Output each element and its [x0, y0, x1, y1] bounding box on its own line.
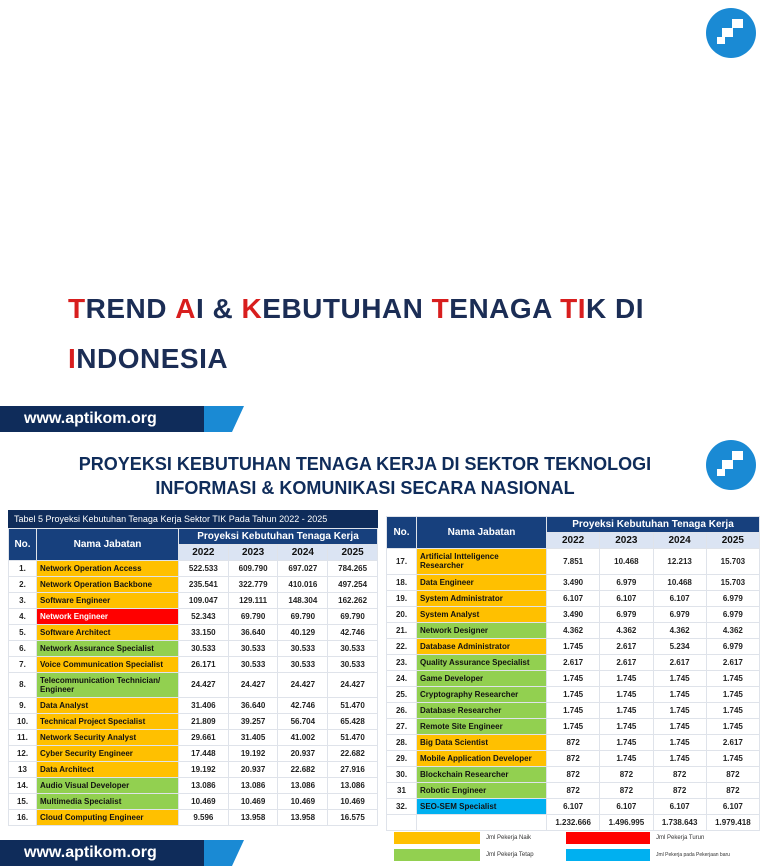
value-cell: 10.468: [653, 574, 706, 590]
value-cell: 27.916: [328, 761, 378, 777]
col-year: 2023: [228, 545, 278, 561]
value-cell: 1.745: [547, 686, 600, 702]
table-row: [387, 782, 760, 798]
value-cell: 522.533: [179, 561, 229, 577]
job-title: System Administrator: [417, 590, 547, 606]
value-cell: 1.745: [600, 734, 653, 750]
value-cell: 4.362: [600, 622, 653, 638]
row-number: 10.: [9, 713, 37, 729]
table-row: [387, 654, 760, 670]
job-title: Network Assurance Specialist: [37, 641, 179, 657]
value-cell: 6.979: [600, 574, 653, 590]
table-row: [387, 670, 760, 686]
legend-turun: Jml Pekerja Turun: [656, 835, 705, 841]
row-number: 2.: [9, 577, 37, 593]
value-cell: 2.617: [706, 734, 759, 750]
value-cell: 2.617: [547, 654, 600, 670]
job-title: Mobile Application Developer: [417, 750, 547, 766]
page-title: [68, 284, 708, 384]
table-right: [386, 516, 760, 831]
job-title: Network Operation Backbone: [37, 577, 179, 593]
value-cell: 1.745: [706, 702, 759, 718]
row-number: 25.: [387, 686, 417, 702]
col-year: 2024: [278, 545, 328, 561]
value-cell: 5.234: [653, 638, 706, 654]
value-cell: 6.979: [600, 606, 653, 622]
value-cell: 7.851: [547, 549, 600, 575]
value-cell: 17.448: [179, 745, 229, 761]
table-row: [387, 590, 760, 606]
value-cell: 1.745: [653, 718, 706, 734]
col-name: Nama Jabatan: [417, 517, 547, 549]
color-legend: [394, 832, 764, 866]
legend-tetap: Jml Pekerja Tetap: [486, 852, 534, 858]
value-cell: 872: [547, 750, 600, 766]
legend-naik: Jml Pekerja Naik: [486, 835, 532, 841]
value-cell: 21.809: [179, 713, 229, 729]
value-cell: 1.745: [653, 750, 706, 766]
value-cell: 2.617: [600, 638, 653, 654]
col-year: 2024: [653, 533, 706, 549]
row-number: 12.: [9, 745, 37, 761]
value-cell: 1.745: [547, 638, 600, 654]
value-cell: 65.428: [328, 713, 378, 729]
job-title: Artificial Intteligence Researcher: [417, 549, 547, 575]
job-title: Telecommunication Technician/ Engineer: [37, 673, 179, 698]
value-cell: 1.745: [600, 686, 653, 702]
value-cell: 39.257: [228, 713, 278, 729]
value-cell: 6.107: [547, 798, 600, 814]
value-cell: 10.468: [600, 549, 653, 575]
total-cell: 1.979.418: [706, 814, 759, 830]
job-title: Voice Communication Specialist: [37, 657, 179, 673]
row-number: 1.: [9, 561, 37, 577]
value-cell: 4.362: [653, 622, 706, 638]
job-title: Cyber Security Engineer: [37, 745, 179, 761]
value-cell: 40.129: [278, 625, 328, 641]
table-row: [9, 697, 378, 713]
value-cell: 9.596: [179, 809, 229, 825]
value-cell: 51.470: [328, 697, 378, 713]
legend-baru: Jml Pekerja pada Pekerjaan baru: [656, 852, 730, 858]
value-cell: 6.107: [653, 798, 706, 814]
value-cell: 41.002: [278, 729, 328, 745]
value-cell: 6.107: [547, 590, 600, 606]
row-number: 26.: [387, 702, 417, 718]
value-cell: 6.107: [653, 590, 706, 606]
col-year: 2025: [706, 533, 759, 549]
col-name: Nama Jabatan: [37, 529, 179, 561]
value-cell: 4.362: [547, 622, 600, 638]
table-row: [9, 561, 378, 577]
row-number: 4.: [9, 609, 37, 625]
table-row: [387, 798, 760, 814]
table-row: [387, 766, 760, 782]
job-title: Audio Visual Developer: [37, 777, 179, 793]
table-row: [9, 745, 378, 761]
job-title: System Analyst: [417, 606, 547, 622]
table-row: [9, 729, 378, 745]
job-title: Blockchain Researcher: [417, 766, 547, 782]
value-cell: 30.533: [228, 657, 278, 673]
row-number: 16.: [9, 809, 37, 825]
value-cell: 148.304: [278, 593, 328, 609]
col-no: No.: [387, 517, 417, 549]
value-cell: 609.790: [228, 561, 278, 577]
value-cell: 1.745: [547, 670, 600, 686]
value-cell: 10.469: [179, 793, 229, 809]
legend-swatch-baru: [566, 849, 650, 861]
value-cell: 1.745: [706, 670, 759, 686]
job-title: Network Designer: [417, 622, 547, 638]
table-row: [387, 606, 760, 622]
table-row: [387, 734, 760, 750]
value-cell: 30.533: [179, 641, 229, 657]
job-title: Remote Site Engineer: [417, 718, 547, 734]
value-cell: 24.427: [278, 673, 328, 698]
legend-swatch-tetap: [394, 849, 480, 861]
table-row: [9, 593, 378, 609]
value-cell: 1.745: [653, 670, 706, 686]
job-title: Technical Project Specialist: [37, 713, 179, 729]
value-cell: 22.682: [278, 761, 328, 777]
col-group: Proyeksi Kebutuhan Tenaga Kerja: [547, 517, 760, 533]
row-number: 9.: [9, 697, 37, 713]
slide-heading: PROYEKSI KEBUTUHAN TENAGA KERJA DI SEKTOR TEKNOLOGI INFORMASI & KOMUNIKASI SECARA NASIONAL: [78, 454, 652, 498]
value-cell: 13.086: [328, 777, 378, 793]
value-cell: 30.533: [328, 641, 378, 657]
job-title: Data Engineer: [417, 574, 547, 590]
table-row: [9, 577, 378, 593]
value-cell: 31.406: [179, 697, 229, 713]
value-cell: 6.979: [653, 606, 706, 622]
value-cell: 69.790: [228, 609, 278, 625]
value-cell: 12.213: [653, 549, 706, 575]
job-title: Quality Assurance Specialist: [417, 654, 547, 670]
job-title: Big Data Scientist: [417, 734, 547, 750]
row-number: 7.: [9, 657, 37, 673]
value-cell: 1.745: [706, 686, 759, 702]
table-row: [387, 549, 760, 575]
value-cell: 51.470: [328, 729, 378, 745]
value-cell: 69.790: [278, 609, 328, 625]
value-cell: 13.086: [228, 777, 278, 793]
total-cell: 1.738.643: [653, 814, 706, 830]
row-number: 32.: [387, 798, 417, 814]
value-cell: 3.490: [547, 574, 600, 590]
total-cell: 1.496.995: [600, 814, 653, 830]
value-cell: 6.979: [706, 638, 759, 654]
row-number: 18.: [387, 574, 417, 590]
value-cell: 15.703: [706, 574, 759, 590]
value-cell: 13.086: [278, 777, 328, 793]
table-row: [9, 793, 378, 809]
value-cell: 872: [600, 766, 653, 782]
value-cell: 872: [653, 766, 706, 782]
row-number: 20.: [387, 606, 417, 622]
row-number: 14.: [9, 777, 37, 793]
table-row: [387, 686, 760, 702]
row-number: 6.: [9, 641, 37, 657]
value-cell: 10.469: [278, 793, 328, 809]
table-left: [8, 528, 378, 826]
job-title: Software Engineer: [37, 593, 179, 609]
table-row: [387, 638, 760, 654]
row-number: 30.: [387, 766, 417, 782]
totals-row: [387, 814, 760, 830]
value-cell: 872: [653, 782, 706, 798]
value-cell: 56.704: [278, 713, 328, 729]
value-cell: 19.192: [179, 761, 229, 777]
value-cell: 30.533: [328, 657, 378, 673]
value-cell: 24.427: [228, 673, 278, 698]
value-cell: 1.745: [706, 750, 759, 766]
value-cell: 1.745: [600, 718, 653, 734]
value-cell: 13.958: [278, 809, 328, 825]
value-cell: 162.262: [328, 593, 378, 609]
col-year: 2025: [328, 545, 378, 561]
value-cell: 4.362: [706, 622, 759, 638]
value-cell: 322.779: [228, 577, 278, 593]
row-number: 13: [9, 761, 37, 777]
row-number: 17.: [387, 549, 417, 575]
title-line-2: INDONESIA: [68, 343, 229, 374]
value-cell: 24.427: [179, 673, 229, 698]
job-title: Database Researcher: [417, 702, 547, 718]
value-cell: 33.150: [179, 625, 229, 641]
footer-url[interactable]: www.aptikom.org: [0, 840, 204, 866]
value-cell: 42.746: [278, 697, 328, 713]
value-cell: 109.047: [179, 593, 229, 609]
table-row: [9, 657, 378, 673]
table-row: [9, 777, 378, 793]
table-row: [9, 673, 378, 698]
table-row: [387, 718, 760, 734]
job-title: Data Analyst: [37, 697, 179, 713]
table-row: [9, 609, 378, 625]
value-cell: 20.937: [228, 761, 278, 777]
job-title: Cloud Computing Engineer: [37, 809, 179, 825]
value-cell: 872: [547, 766, 600, 782]
row-number: 19.: [387, 590, 417, 606]
value-cell: 10.469: [328, 793, 378, 809]
slide-table: [0, 434, 768, 866]
col-year: 2022: [179, 545, 229, 561]
value-cell: 16.575: [328, 809, 378, 825]
aptikom-logo-icon: [706, 440, 756, 490]
value-cell: 1.745: [653, 734, 706, 750]
job-title: Data Architect: [37, 761, 179, 777]
value-cell: 69.790: [328, 609, 378, 625]
value-cell: 697.027: [278, 561, 328, 577]
title-line-1: TREND AI & KEBUTUHAN TENAGA TIK DI: [68, 293, 645, 324]
table-row: [387, 622, 760, 638]
value-cell: 13.086: [179, 777, 229, 793]
value-cell: 872: [706, 766, 759, 782]
row-number: 31: [387, 782, 417, 798]
row-number: 5.: [9, 625, 37, 641]
row-number: 23.: [387, 654, 417, 670]
value-cell: 24.427: [328, 673, 378, 698]
value-cell: 29.661: [179, 729, 229, 745]
value-cell: 52.343: [179, 609, 229, 625]
col-group: Proyeksi Kebutuhan Tenaga Kerja: [179, 529, 378, 545]
job-title: Game Developer: [417, 670, 547, 686]
value-cell: 42.746: [328, 625, 378, 641]
value-cell: 10.469: [228, 793, 278, 809]
legend-swatch-naik: [394, 832, 480, 844]
value-cell: 19.192: [228, 745, 278, 761]
col-year: 2022: [547, 533, 600, 549]
value-cell: 15.703: [706, 549, 759, 575]
value-cell: 2.617: [600, 654, 653, 670]
job-title: Network Operation Access: [37, 561, 179, 577]
value-cell: 36.640: [228, 697, 278, 713]
col-year: 2023: [600, 533, 653, 549]
table-row: [9, 625, 378, 641]
value-cell: 1.745: [706, 718, 759, 734]
value-cell: 30.533: [278, 657, 328, 673]
legend-swatch-turun: [566, 832, 650, 844]
row-number: 28.: [387, 734, 417, 750]
job-title: SEO-SEM Specialist: [417, 798, 547, 814]
value-cell: 410.016: [278, 577, 328, 593]
row-number: 11.: [9, 729, 37, 745]
value-cell: 6.107: [706, 798, 759, 814]
row-number: 22.: [387, 638, 417, 654]
row-number: 8.: [9, 673, 37, 698]
value-cell: 872: [547, 782, 600, 798]
value-cell: 6.107: [600, 590, 653, 606]
value-cell: 6.979: [706, 590, 759, 606]
value-cell: 31.405: [228, 729, 278, 745]
job-title: Multimedia Specialist: [37, 793, 179, 809]
table-row: [9, 641, 378, 657]
value-cell: 2.617: [706, 654, 759, 670]
value-cell: 497.254: [328, 577, 378, 593]
row-number: 3.: [9, 593, 37, 609]
value-cell: 1.745: [547, 718, 600, 734]
row-number: 15.: [9, 793, 37, 809]
value-cell: 129.111: [228, 593, 278, 609]
value-cell: 1.745: [600, 702, 653, 718]
value-cell: 1.745: [653, 686, 706, 702]
table-row: [387, 702, 760, 718]
row-number: 24.: [387, 670, 417, 686]
value-cell: 30.533: [228, 641, 278, 657]
value-cell: 3.490: [547, 606, 600, 622]
job-title: Network Engineer: [37, 609, 179, 625]
row-number: 29.: [387, 750, 417, 766]
table-row: [9, 809, 378, 825]
value-cell: 6.107: [600, 798, 653, 814]
table-caption: Tabel 5 Proyeksi Kebutuhan Tenaga Kerja Sektor TIK Pada Tahun 2022 - 2025: [8, 510, 378, 528]
aptikom-logo-icon: [706, 8, 756, 58]
row-number: 27.: [387, 718, 417, 734]
job-title: Network Security Analyst: [37, 729, 179, 745]
table-row: [387, 574, 760, 590]
value-cell: 784.265: [328, 561, 378, 577]
table-row: [9, 713, 378, 729]
table-row: [9, 761, 378, 777]
job-title: Cryptography Researcher: [417, 686, 547, 702]
value-cell: 1.745: [600, 670, 653, 686]
value-cell: 1.745: [547, 702, 600, 718]
job-title: Software Architect: [37, 625, 179, 641]
value-cell: 26.171: [179, 657, 229, 673]
value-cell: 872: [600, 782, 653, 798]
job-title: Robotic Engineer: [417, 782, 547, 798]
value-cell: 6.979: [706, 606, 759, 622]
value-cell: 13.958: [228, 809, 278, 825]
value-cell: 20.937: [278, 745, 328, 761]
value-cell: 36.640: [228, 625, 278, 641]
col-no: No.: [9, 529, 37, 561]
slide-title: [0, 0, 768, 432]
value-cell: 235.541: [179, 577, 229, 593]
value-cell: 22.682: [328, 745, 378, 761]
footer-url[interactable]: www.aptikom.org: [0, 406, 204, 432]
total-cell: 1.232.666: [547, 814, 600, 830]
row-number: 21.: [387, 622, 417, 638]
value-cell: 1.745: [600, 750, 653, 766]
table-row: [387, 750, 760, 766]
value-cell: 872: [706, 782, 759, 798]
job-title: Database Administrator: [417, 638, 547, 654]
value-cell: 1.745: [653, 702, 706, 718]
value-cell: 872: [547, 734, 600, 750]
value-cell: 30.533: [278, 641, 328, 657]
value-cell: 2.617: [653, 654, 706, 670]
